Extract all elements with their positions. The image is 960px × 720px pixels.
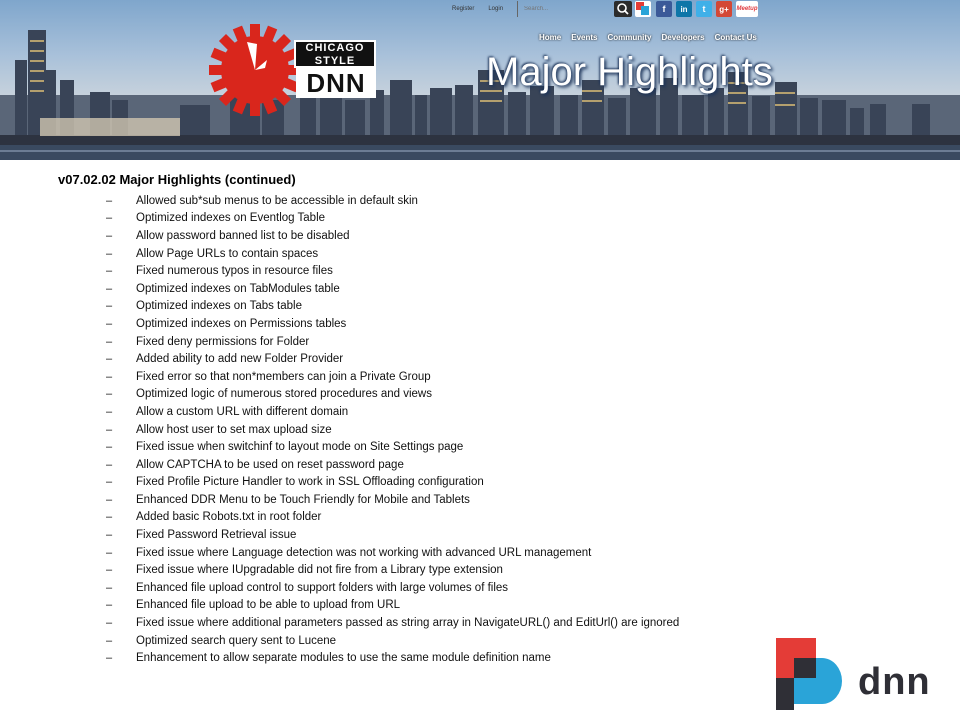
- list-item: [106, 649, 679, 667]
- twitter-icon[interactable]: t: [696, 1, 712, 17]
- bullet-dash: –: [106, 564, 113, 577]
- list-item: [106, 350, 679, 368]
- nav-community[interactable]: Community: [607, 33, 652, 42]
- bullet-dash: –: [106, 423, 113, 436]
- list-item-text: Fixed issue where IUpgradable did not fire from a Library type extension: [136, 564, 503, 577]
- list-item-text: Optimized indexes on TabModules table: [136, 282, 340, 295]
- list-item: [106, 614, 679, 632]
- list-item: [106, 421, 679, 439]
- bullet-dash: –: [106, 546, 113, 559]
- list-item-text: Fixed issue when switchinf to layout mode on Site Settings page: [136, 441, 464, 454]
- logo-text-dnn: DNN: [296, 68, 376, 98]
- gear-logo-icon[interactable]: [205, 20, 305, 120]
- bullet-dash: –: [106, 282, 113, 295]
- list-item: [106, 597, 679, 615]
- bullet-dash: –: [106, 581, 113, 594]
- list-item-text: Added basic Robots.txt in root folder: [136, 511, 322, 524]
- bullet-dash: –: [106, 229, 113, 242]
- bullet-dash: –: [106, 441, 113, 454]
- google-plus-icon[interactable]: g+: [716, 1, 732, 17]
- list-item-text: Optimized logic of numerous stored procedures and views: [136, 388, 432, 401]
- dnn-logo: [772, 636, 954, 712]
- list-item: [106, 632, 679, 650]
- list-item-text: Optimized search query sent to Lucene: [136, 634, 337, 647]
- list-item-text: Optimized indexes on Eventlog Table: [136, 212, 326, 225]
- bullet-dash: –: [106, 194, 113, 207]
- bullet-dash: –: [106, 388, 113, 401]
- header-banner: [0, 0, 960, 160]
- list-item-text: Allowed sub*sub menus to be accessible in default skin: [136, 194, 418, 207]
- facebook-icon[interactable]: f: [656, 1, 672, 17]
- list-item-text: Enhancement to allow separate modules to use the same module definition name: [136, 652, 551, 665]
- list-item-text: Allow CAPTCHA to be used on reset password page: [136, 458, 404, 471]
- list-item-text: Allow host user to set max upload size: [136, 423, 332, 436]
- list-item: [106, 526, 679, 544]
- dnn-icon[interactable]: [635, 1, 651, 17]
- nav-contact-us[interactable]: Contact Us: [714, 33, 757, 42]
- list-item: [106, 438, 679, 456]
- list-item: [106, 561, 679, 579]
- bullet-dash: –: [106, 405, 113, 418]
- list-item-text: Fixed deny permissions for Folder: [136, 335, 310, 348]
- bullet-dash: –: [106, 458, 113, 471]
- bullet-dash: –: [106, 265, 113, 278]
- list-item-text: Allow a custom URL with different domain: [136, 405, 349, 418]
- list-item: [106, 509, 679, 527]
- nav-events[interactable]: Events: [571, 33, 598, 42]
- bullet-dash: –: [106, 599, 113, 612]
- bullet-dash: –: [106, 529, 113, 542]
- linkedin-icon[interactable]: in: [676, 1, 692, 17]
- section-title: v07.02.02 Major Highlights (continued): [58, 172, 296, 187]
- meetup-icon[interactable]: Meetup: [736, 1, 758, 17]
- list-item-text: Fixed Profile Picture Handler to work in SSL Offloading configuration: [136, 476, 484, 489]
- login-link[interactable]: Login: [488, 6, 504, 12]
- bullet-dash: –: [106, 617, 113, 630]
- nav-developers[interactable]: Developers: [661, 33, 705, 42]
- list-item: [106, 544, 679, 562]
- bullet-dash: –: [106, 247, 113, 260]
- list-item-text: Optimized indexes on Permissions tables: [136, 317, 347, 330]
- list-item: [106, 315, 679, 333]
- list-item-text: Allow password banned list to be disabled: [136, 229, 350, 242]
- nav-home[interactable]: Home: [539, 33, 562, 42]
- logo-line-style: STYLE: [314, 55, 356, 67]
- bullet-dash: –: [106, 370, 113, 383]
- bullet-dash: –: [106, 634, 113, 647]
- list-item: [106, 210, 679, 228]
- search-icon: [614, 1, 632, 17]
- list-item: [106, 192, 679, 210]
- list-item-text: Fixed issue where Language detection was not working with advanced URL management: [136, 546, 592, 559]
- list-item: [106, 474, 679, 492]
- top-bar: [440, 0, 614, 18]
- bullet-dash: –: [106, 353, 113, 366]
- register-link[interactable]: Register: [452, 6, 475, 12]
- list-item-text: Enhanced file upload to be able to upload from URL: [136, 599, 401, 612]
- list-item-text: Fixed issue where additional parameters passed as string array in NavigateURL() and EditUrl() are ignored: [136, 617, 680, 630]
- dnn-logo-text: dnn: [858, 661, 931, 703]
- page-title: Major Highlights: [486, 50, 773, 94]
- list-item: [106, 245, 679, 263]
- list-item-text: Enhanced file upload control to support folders with large volumes of files: [136, 581, 509, 594]
- search-button[interactable]: [614, 1, 632, 17]
- dnn-mark-icon: [776, 638, 842, 710]
- list-item: [106, 368, 679, 386]
- bullet-dash: –: [106, 476, 113, 489]
- list-item: [106, 333, 679, 351]
- list-item: [106, 262, 679, 280]
- list-item: [106, 298, 679, 316]
- list-item: [106, 403, 679, 421]
- list-item: [106, 386, 679, 404]
- list-item-text: Allow Page URLs to contain spaces: [136, 247, 319, 260]
- list-item-text: Fixed error so that non*members can join a Private Group: [136, 370, 431, 383]
- list-item: [106, 579, 679, 597]
- bullet-dash: –: [106, 317, 113, 330]
- bullet-dash: –: [106, 300, 113, 313]
- list-item-text: Added ability to add new Folder Provider: [136, 353, 344, 366]
- bullet-dash: –: [106, 511, 113, 524]
- list-item-text: Optimized indexes on Tabs table: [136, 300, 302, 313]
- bullet-dash: –: [106, 652, 113, 665]
- list-item: [106, 227, 679, 245]
- main-nav: [539, 33, 757, 42]
- skyline-image: [0, 0, 960, 160]
- list-item-text: Enhanced DDR Menu to be Touch Friendly for Mobile and Tablets: [136, 493, 470, 506]
- bullet-dash: –: [106, 212, 113, 225]
- list-item: [106, 491, 679, 509]
- bullet-dash: –: [106, 335, 113, 348]
- topbar-divider: [517, 1, 518, 17]
- search-input[interactable]: [524, 2, 614, 16]
- list-item-text: Fixed Password Retrieval issue: [136, 529, 297, 542]
- list-item: [106, 456, 679, 474]
- logo-line-chicago: CHICAGO: [305, 42, 365, 54]
- highlights-list: [106, 192, 679, 667]
- list-item-text: Fixed numerous typos in resource files: [136, 265, 333, 278]
- logo-text-chicago-style: [294, 40, 376, 68]
- list-item: [106, 280, 679, 298]
- bullet-dash: –: [106, 493, 113, 506]
